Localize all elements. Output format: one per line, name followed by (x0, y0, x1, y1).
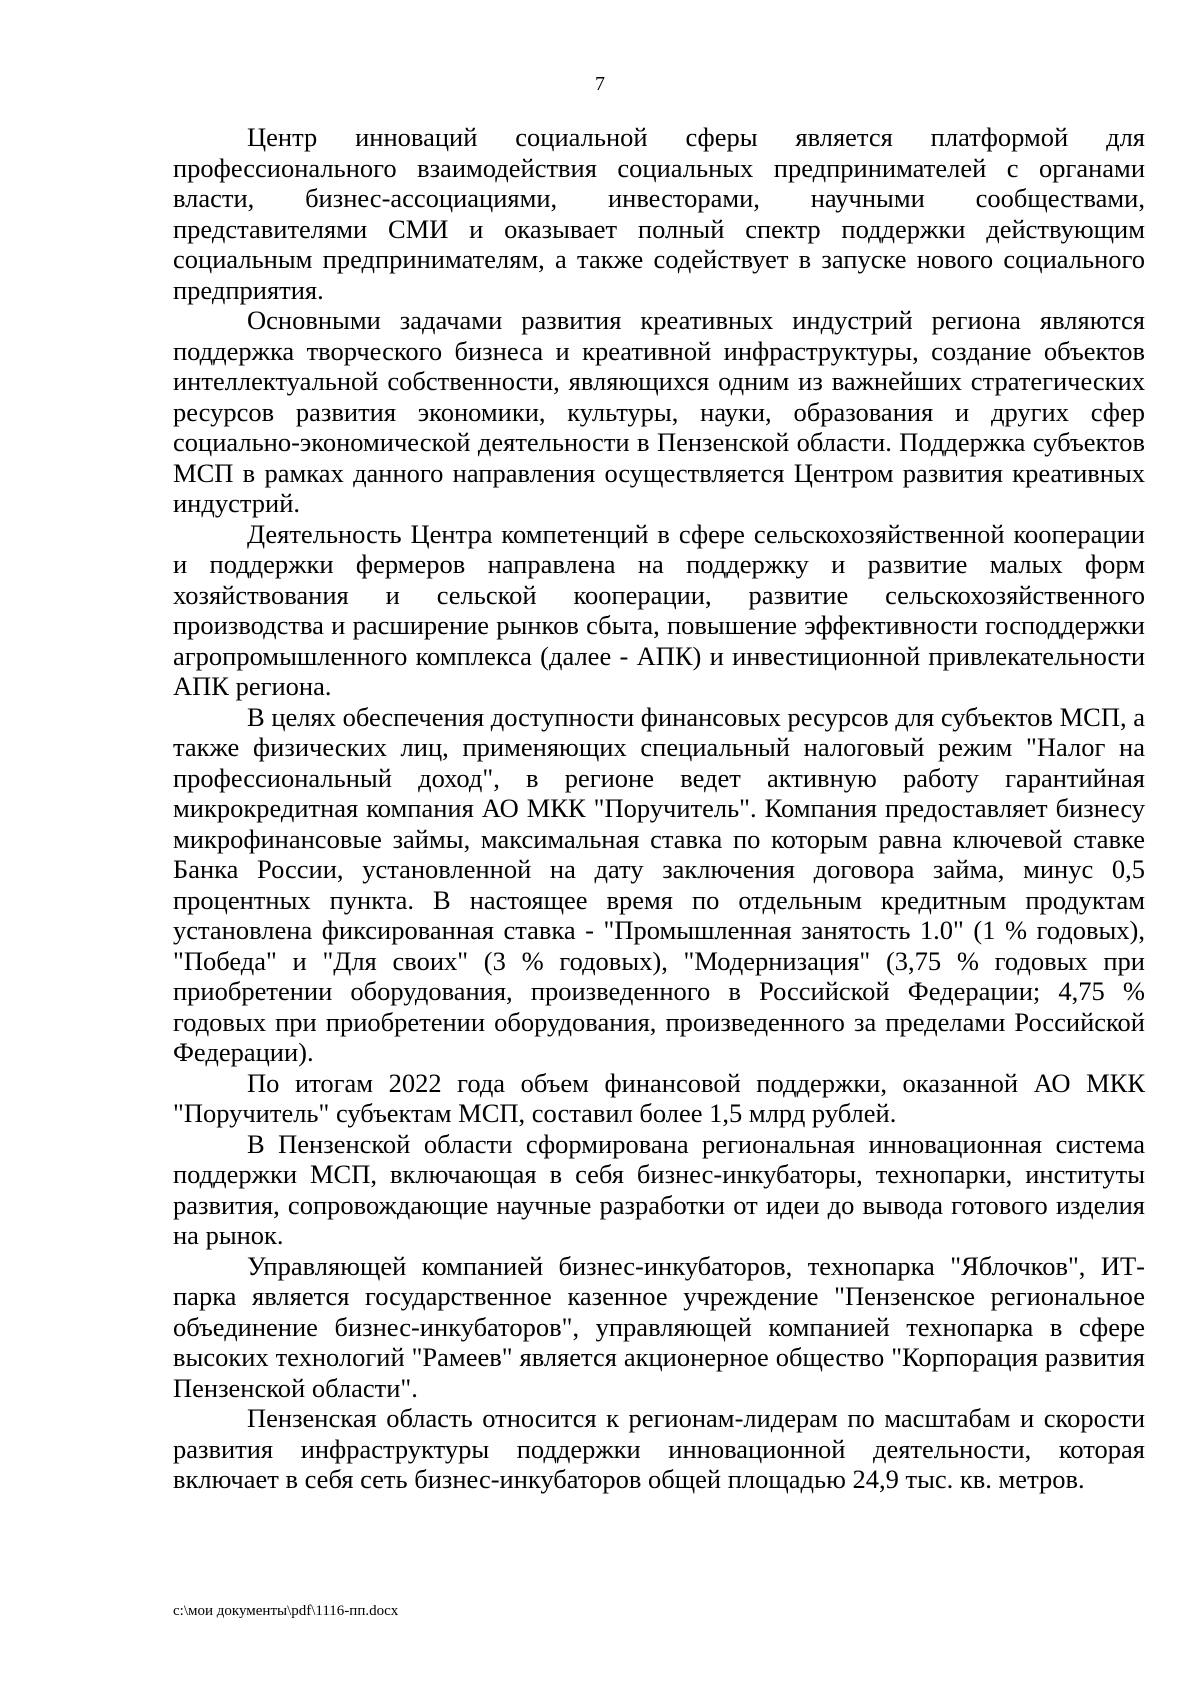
paragraph-microcredit-company: В целях обеспечения доступности финансовых ресурсов для субъектов МСП, а также физических лиц, применяющих специальный налоговый режим "Налог на профессиональный доход", в регионе ведет активную работу гарантийная микрокредитная компания АО МКК "Поручитель". Компания предоставляет бизнесу микрофинансовые займы, максимальная ставка по которым равна ключевой ставке Банка России, установленной на дату заключения договора займа, минус 0,5 процентных пункта. В настоящее время по отдельным кредитным продуктам установлена фиксированная ставка - "Промышленная занятость 1.0" (1 % годовых), "Победа" и "Для своих" (3 % годовых), "Модернизация" (3,75 % годовых при приобретении оборудования, произведенного в Российской Федерации; 4,75 % годовых при приобретении оборудования, произведенного за пределами Российской Федерации). (173, 701, 1145, 1067)
paragraph-management-companies: Управляющей компанией бизнес-инкубаторов, технопарка "Яблочков", ИТ-парка является государственное казенное учреждение "Пензенское региональное объединение бизнес-инкубаторов", управляющей компанией технопарка в сфере высоких технологий "Рамеев" является акционерное общество "Корпорация развития Пензенской области". (173, 1250, 1145, 1403)
paragraph-innovation-system: В Пензенской области сформирована региональная инновационная система поддержки МСП, включающая в себя бизнес-инкубаторы, технопарки, институты развития, сопровождающие научные разработки от идеи до вывода готового изделия на рынок. (173, 1128, 1145, 1250)
paragraph-agricultural-cooperation: Деятельность Центра компетенций в сфере сельскохозяйственной кооперации и поддержки фермеров направлена на поддержку и развитие малых форм хозяйствования и сельской кооперации, развитие сельскохозяйственного производства и расширение рынков сбыта, повышение эффективности господдержки агропромышленного комплекса (далее - АПК) и инвестиционной привлекательности АПК региона. (173, 518, 1145, 701)
document-body (173, 122, 1145, 1495)
paragraph-social-innovation-center: Центр инноваций социальной сферы является платформой для профессионального взаимодействия социальных предпринимателей с органами власти, бизнес-ассоциациями, инвесторами, научными сообществами, представителями СМИ и оказывает полный спектр поддержки действующим социальным предпринимателям, а также содействует в запуске нового социального предприятия. (173, 122, 1145, 305)
page-number: 7 (595, 73, 605, 95)
footer-file-path: c:\мои документы\pdf\1116-пп.docx (173, 1603, 399, 1619)
paragraph-creative-industries: Основными задачами развития креативных индустрий региона являются поддержка творческого бизнеса и креативной инфраструктуры, создание объектов интеллектуальной собственности, являющихся одним из важнейших стратегических ресурсов развития экономики, культуры, науки, образования и других сфер социально-экономической деятельности в Пензенской области. Поддержка субъектов МСП в рамках данного направления осуществляется Центром развития креативных индустрий. (173, 305, 1145, 518)
paragraph-financial-support-results: По итогам 2022 года объем финансовой поддержки, оказанной АО МКК "Поручитель" субъектам МСП, составил более 1,5 млрд рублей. (173, 1067, 1145, 1128)
paragraph-infrastructure-leaders: Пензенская область относится к регионам-лидерам по масштабам и скорости развития инфраструктуры поддержки инновационной деятельности, которая включает в себя сеть бизнес-инкубаторов общей площадью 24,9 тыс. кв. метров. (173, 1403, 1145, 1494)
